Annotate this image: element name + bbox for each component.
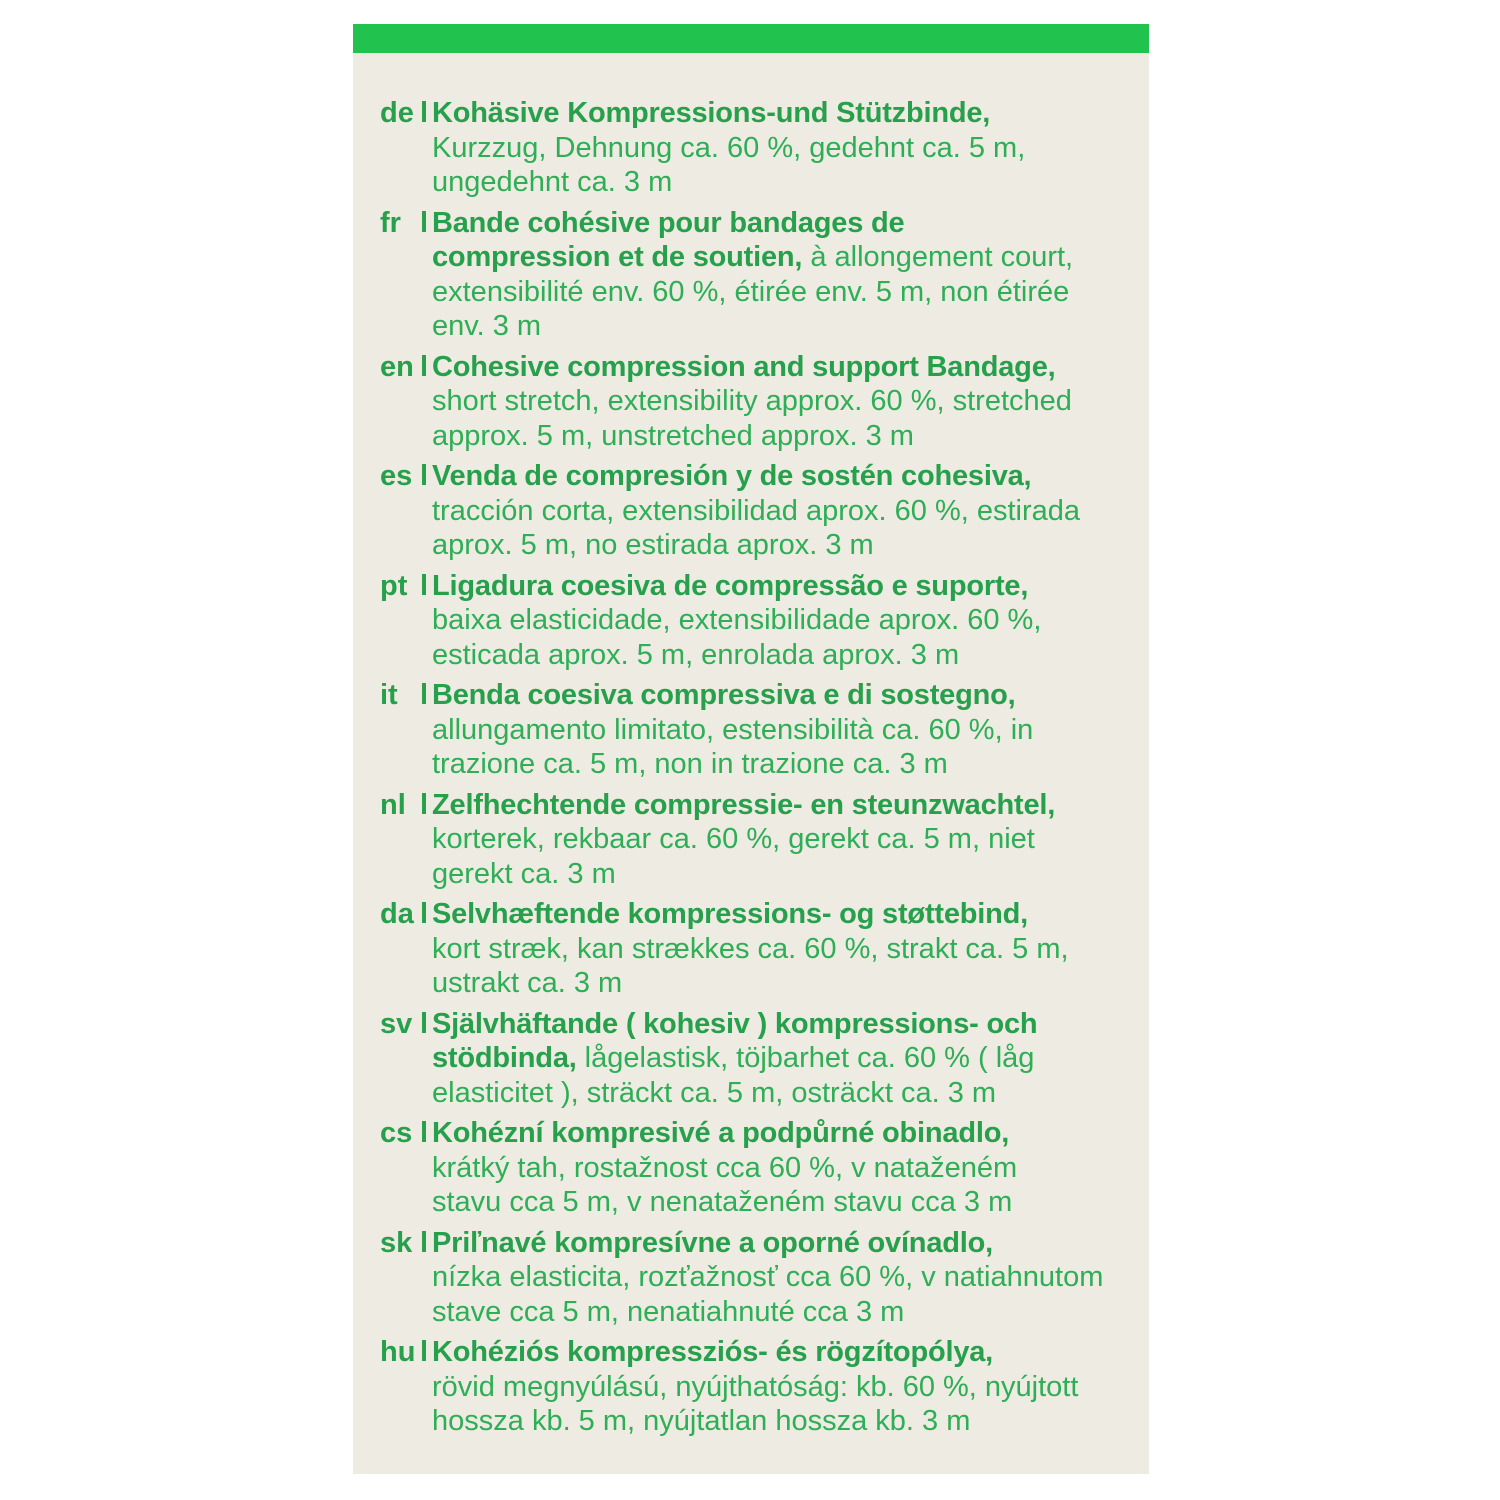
description-text: elasticitet ), sträckt ca. 5 m, osträckt ca. 3 m: [432, 1076, 997, 1109]
description-text: krátký tah, rostažnost cca 60 %, v nataženém: [432, 1151, 1018, 1184]
description-text: short stretch, extensibility approx. 60 %, stretched: [432, 385, 1072, 417]
description-text: lågelastisk, töjbarhet ca. 60 % ( låg: [576, 1042, 1035, 1074]
entry-line: [432, 96, 1140, 131]
entry-line: [432, 1041, 1140, 1076]
language-separator: l: [420, 679, 429, 711]
entry-line: [432, 788, 1140, 823]
language-entry-sv: [380, 1007, 1140, 1111]
entry-line: [432, 350, 1140, 385]
language-entry-cs: [380, 1116, 1140, 1220]
product-heading: Kohäsive Kompressions-und Stützbinde,: [432, 97, 991, 129]
language-code: pt: [380, 569, 408, 602]
description-text: trazione ca. 5 m, non in trazione ca. 3 m: [432, 748, 948, 780]
language-separator: l: [420, 1226, 429, 1259]
product-heading: Benda coesiva compressiva e di sostegno,: [432, 679, 1016, 711]
language-separator: l: [420, 569, 429, 602]
language-entry-de: [380, 96, 1140, 200]
language-separator: l: [420, 1117, 429, 1149]
language-code: en: [380, 350, 414, 383]
description-text: gerekt ca. 3 m: [432, 857, 616, 890]
description-text: ustrakt ca. 3 m: [432, 967, 623, 999]
description-text: aprox. 5 m, no estirada aprox. 3 m: [432, 529, 874, 561]
entry-line: [432, 1116, 1140, 1151]
description-text: nízka elasticita, rozťažnosť cca 60 %, v natiahnutom: [432, 1261, 1104, 1293]
product-heading: Priľnavé kompresívne a oporné ovínadlo,: [432, 1226, 993, 1259]
description-text: kort stræk, kan strækkes ca. 60 %, strakt ca. 5 m,: [432, 932, 1069, 965]
language-separator: l: [420, 898, 429, 930]
description-text: baixa elasticidade, extensibilidade aprox. 60 %,: [432, 604, 1042, 636]
product-heading: compression et de soutien,: [432, 241, 803, 273]
language-entry-en: [380, 350, 1140, 454]
product-heading: stödbinda,: [432, 1042, 577, 1074]
entry-line: [432, 897, 1140, 932]
description-text: korterek, rekbaar ca. 60 %, gerekt ca. 5 m, niet: [432, 823, 1035, 855]
language-entry-nl: [380, 788, 1140, 892]
language-code: nl: [380, 788, 406, 821]
language-separator: l: [420, 97, 429, 129]
language-code: it: [380, 679, 398, 711]
entry-line: [432, 1007, 1140, 1042]
description-text: extensibilité env. 60 %, étirée env. 5 m, non étirée: [432, 275, 1070, 308]
product-heading: Zelfhechtende compressie- en steunzwachtel,: [432, 788, 1056, 821]
description-text: hossza kb. 5 m, nyújtatlan hossza kb. 3 m: [432, 1405, 971, 1437]
entry-line: [432, 678, 1140, 713]
language-separator: l: [420, 206, 429, 239]
entry-line: [432, 240, 1140, 275]
language-code: de: [380, 97, 414, 129]
entry-line: [432, 569, 1140, 604]
product-heading: Kohéziós kompressziós- és rögzítopólya,: [432, 1336, 994, 1368]
language-code: hu: [380, 1336, 416, 1368]
description-text: Kurzzug, Dehnung ca. 60 %, gedehnt ca. 5 m,: [432, 131, 1026, 164]
language-code: cs: [380, 1117, 413, 1149]
product-heading: Venda de compresión y de sostén cohesiva,: [432, 460, 1032, 492]
description-text: stavu cca 5 m, v nenataženém stavu cca 3 m: [432, 1186, 1013, 1218]
entry-line: [432, 1226, 1140, 1261]
language-separator: l: [420, 1336, 429, 1368]
leaflet-card: [353, 24, 1149, 1474]
entry-line: [432, 206, 1140, 241]
language-code: da: [380, 898, 414, 930]
language-code: es: [380, 460, 413, 492]
product-heading: Bande cohésive pour bandages de: [432, 206, 905, 239]
language-entry-pt: [380, 569, 1140, 673]
description-text: approx. 5 m, unstretched approx. 3 m: [432, 419, 914, 452]
description-text: esticada aprox. 5 m, enrolada aprox. 3 m: [432, 638, 960, 671]
language-entry-it: [380, 678, 1140, 782]
description-text: stave cca 5 m, nenatiahnuté cca 3 m: [432, 1295, 905, 1328]
language-separator: l: [420, 460, 429, 492]
description-text: à allongement court,: [802, 241, 1074, 273]
product-heading: Kohézní kompresivé a podpůrné obinadlo,: [432, 1117, 1010, 1149]
language-entry-da: [380, 897, 1140, 1001]
description-text: env. 3 m: [432, 310, 542, 342]
language-code: sv: [380, 1007, 413, 1040]
language-separator: l: [420, 788, 429, 821]
description-text: tracción corta, extensibilidad aprox. 60 %, estirada: [432, 494, 1081, 527]
language-entry-hu: [380, 1335, 1140, 1439]
product-heading: Självhäftande ( kohesiv ) kompressions- och: [432, 1007, 1038, 1040]
product-heading: Ligadura coesiva de compressão e suporte,: [432, 569, 1029, 602]
language-code: sk: [380, 1226, 413, 1259]
language-entries: [380, 96, 1140, 1445]
product-heading: Cohesive compression and support Bandage,: [432, 350, 1056, 383]
top-color-band: [353, 24, 1149, 53]
entry-line: [432, 459, 1140, 494]
language-entry-fr: [380, 206, 1140, 344]
product-heading: Selvhæftende kompressions- og støttebind,: [432, 898, 1029, 930]
description-text: allungamento limitato, estensibilità ca. 60 %, in: [432, 713, 1034, 746]
description-text: rövid megnyúlású, nyújthatóság: kb. 60 %, nyújtott: [432, 1370, 1079, 1403]
language-separator: l: [420, 350, 429, 383]
description-text: ungedehnt ca. 3 m: [432, 166, 673, 198]
language-entry-sk: [380, 1226, 1140, 1330]
language-entry-es: [380, 459, 1140, 563]
language-code: fr: [380, 206, 401, 239]
language-separator: l: [420, 1007, 429, 1040]
entry-line: [432, 1335, 1140, 1370]
